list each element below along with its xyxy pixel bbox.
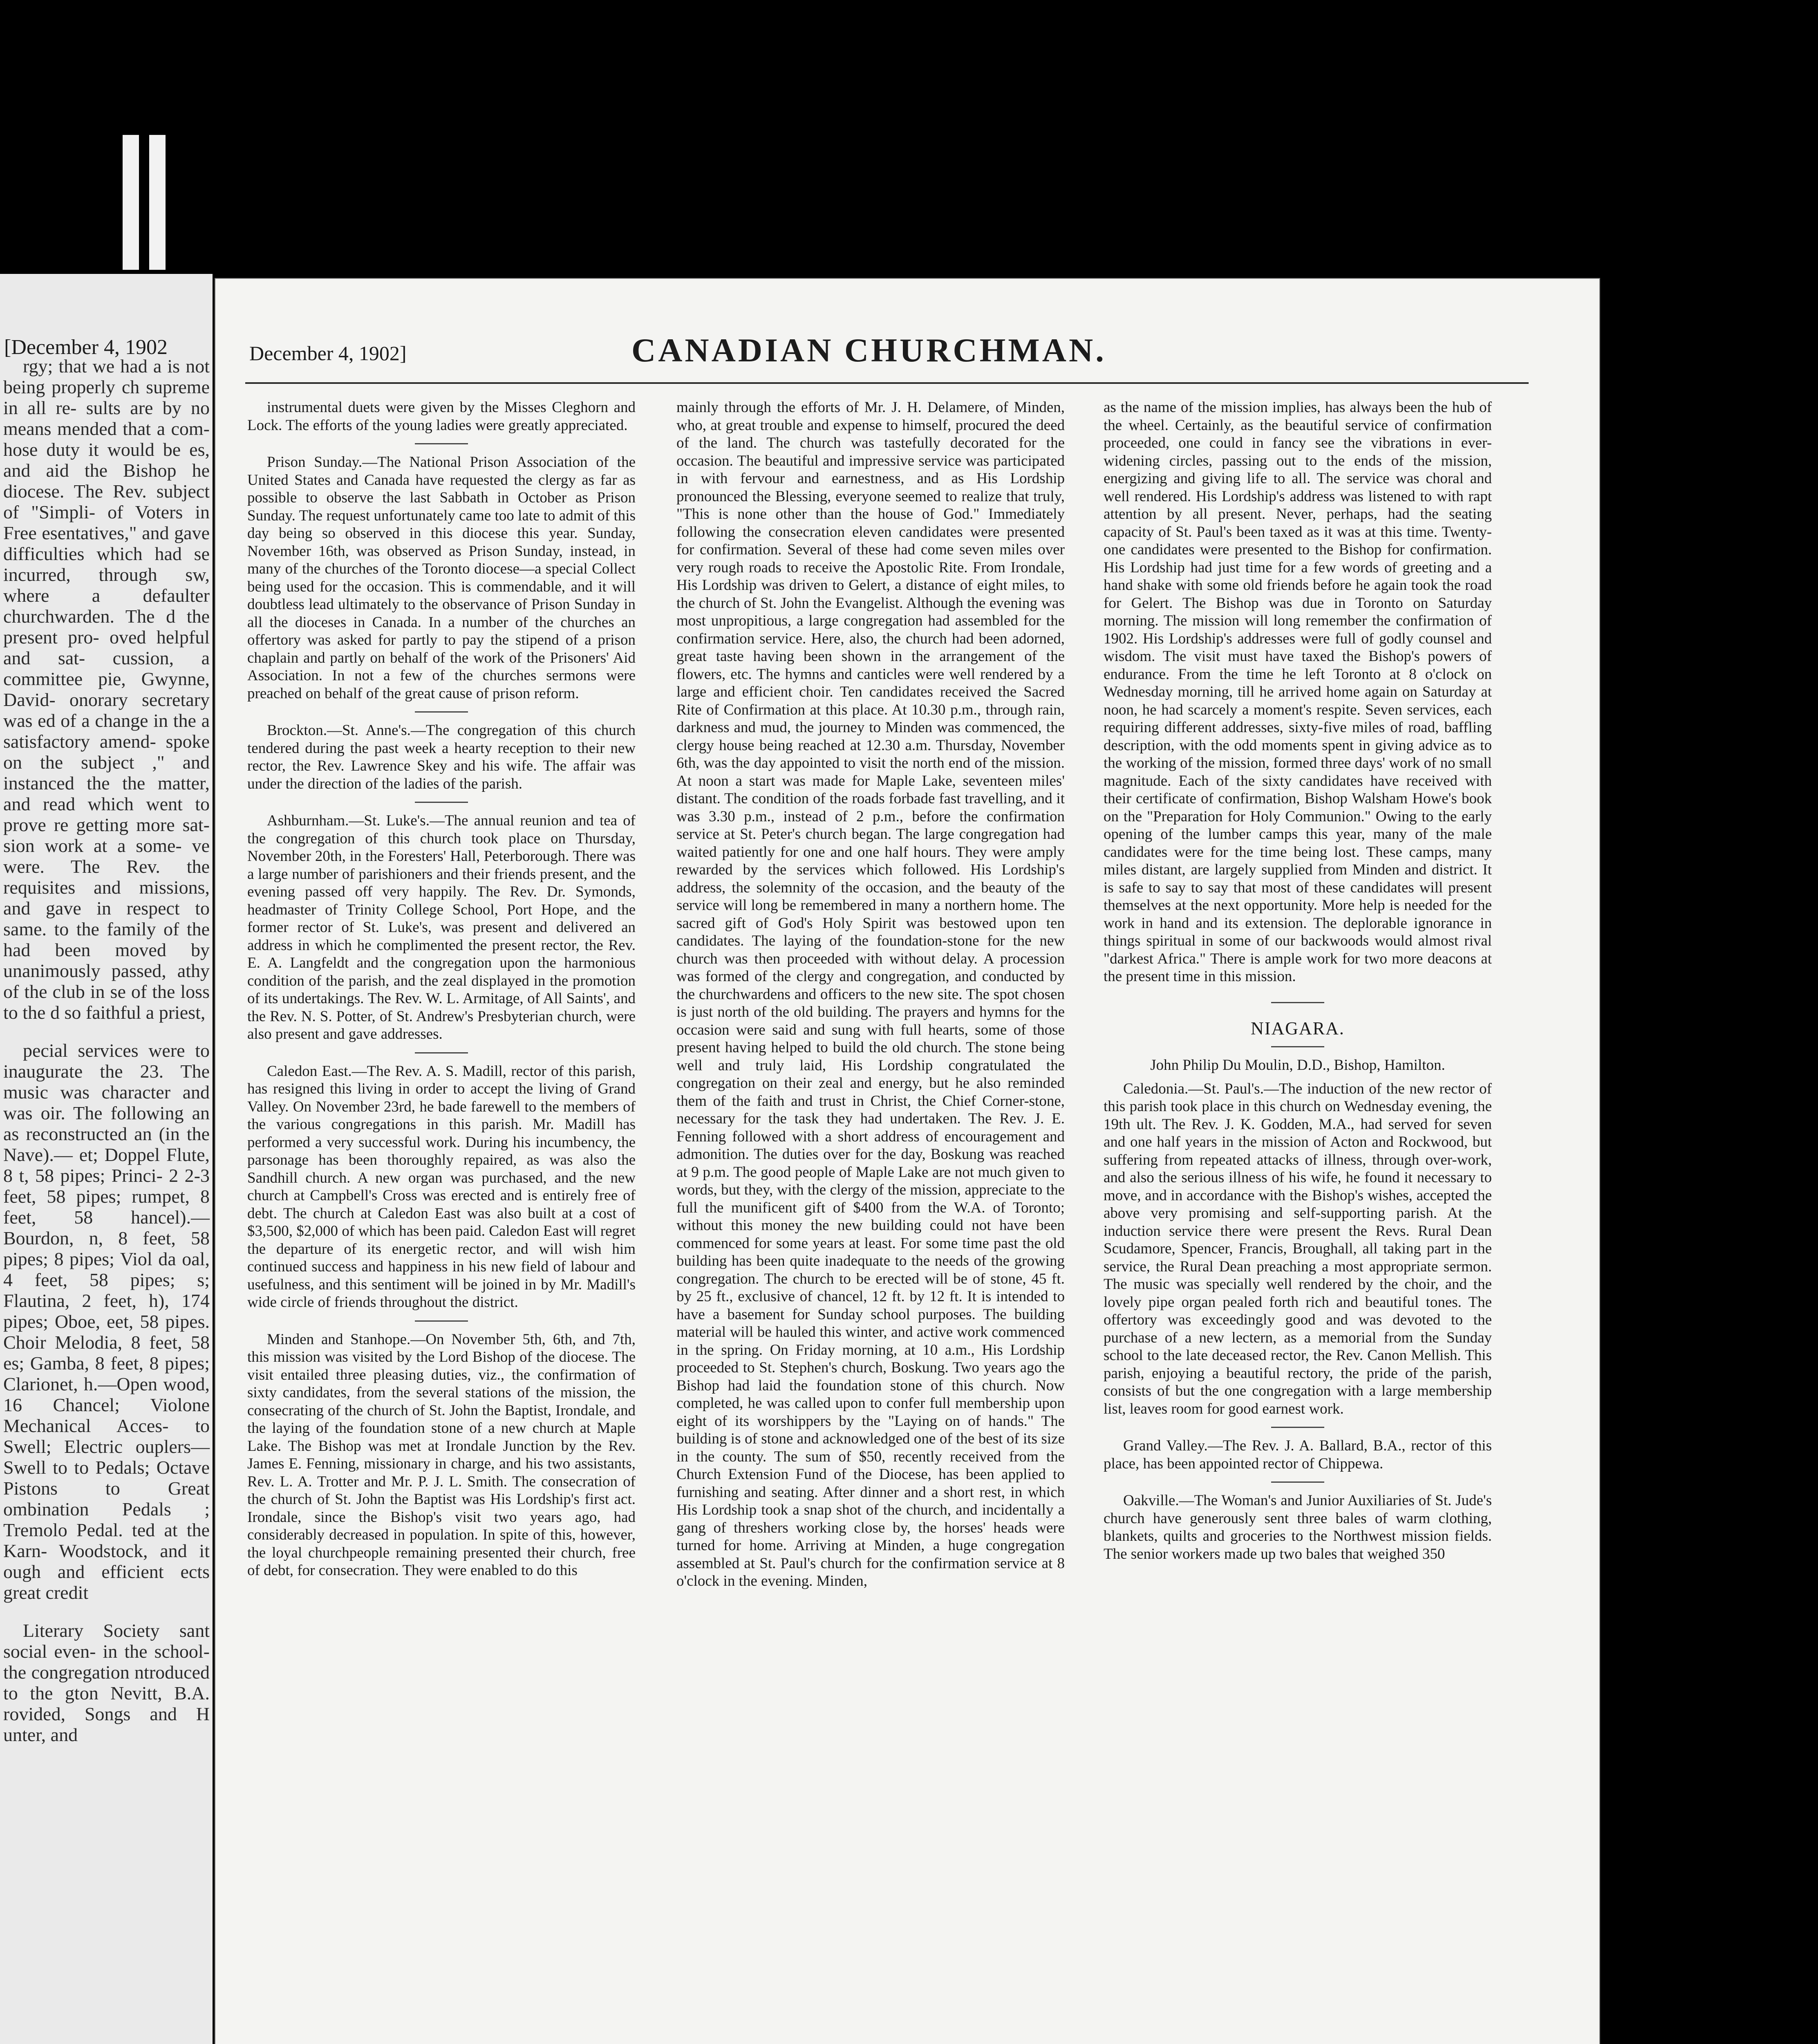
separator [1271,1002,1324,1003]
section-heading: NIAGARA. [1251,1018,1345,1038]
margin-bar [149,135,166,270]
article-caledonia: Caledonia.—St. Paul's.—The induction of the new rector of this parish took place in this church on Wednesday evening, the 19th ult. The Rev. J. K. Godden, M.A., had served for seven and one half years in the mission of Acton and Rockwood, but suffering from repeated attacks of illness, through over-work, and also the serious illness of his wife, he found it necessary to move, and in accordance with the Bishop's wishes, accepted the above very promising and self-supporting parish. At the induction service there were present the Revs. Rural Dean Scudamore, Spencer, Francis, Broughall, all taking part in the service, the Rural Dean preaching a most appropriate sermon. The music was specially well rendered by the choir, and the lovely pipe organ pealed forth rich and beautiful tones. The offertory was exceedingly good and was devoted to the purchase of a new lectern, as a memorial from the Sunday school to the late deceased rector, the Rev. Canon Mellish. This parish, enjoying a beautiful rectory, the pride of the parish, consists of but the one congregation with a large membership list, leaves room for good earnest work. [1104,1080,1492,1417]
masthead-title: CANADIAN CHURCHMAN. [631,332,1106,369]
left-page-column [3,356,210,1762]
left-page-date: [December 4, 1902 [4,336,168,359]
header-rule [245,382,1529,384]
left-paragraph: rgy; that we had a is not being properly ch supreme in all re- sults are by no means mended that a com- hose duty it would be es, and aid the Bishop he diocese. The Rev. subject of "Simpli- of Voters in Free esentatives," and gave difficulties which had se incurred, through sw, where a defaulter churchwarden. The d the present pro- oved helpful and sat- cussion, a committee pie, Gwynne, David- onorary secretary was ed of a change in the a satisfactory amend- spoke on the subject ," and instanced the the matter, and read which went to prove re getting more sat- sion work at a some- ve were. The Rev. the requisites and missions, and gave in respect to same. to the family of the had been moved by unanimously passed, athy of the club in se of the loss to the d so faithful a priest, [3,356,210,1023]
article-minden: Minden and Stanhope.—On November 5th, 6th, and 7th, this mission was visited by the Lord Bishop of the diocese. The visit entailed three pleasing duties, viz., the confirmation of sixty candidates, from the several stations of the mission, the consecrating of the church of St. John the Baptist, Irondale, and the laying of the foundation stone of a new church at Maple Lake. The Bishop was met at Irondale Junction by the Rev. James E. Fenning, missionary in charge, and his two assistants, Rev. L. A. Trotter and Mr. P. J. L. Smith. The consecration of the church of St. John the Baptist was His Lordship's first act. Irondale, since the Bishop's visit two years ago, had considerably decreased in population. In spite of this, however, the loyal churchpeople remaining presented their church, free of debt, for consecration. They were enabled to do this [247,1331,636,1579]
separator [1271,1481,1324,1483]
bishop-line: John Philip Du Moulin, D.D., Bishop, Hamilton. [1150,1057,1445,1074]
left-paragraph: Literary Society sant social even- in the school- the congregation ntroduced to the gton Nevitt, B.A. rovided, Songs and H unter, and [3,1620,210,1745]
article-prison-sunday: Prison Sunday.—The National Prison Association of the United States and Canada have requested the clergy as far as possible to observe the last Sabbath in October as Prison Sunday. The request unfortunately came too late to admit of this day being so observed in this diocese this year. Sunday, November 16th, was observed as Prison Sunday, instead, in many of the churches of the Toronto diocese—a special Collect being used for the occasion. This is commendable, and it will doubtless lead ultimately to the observance of Prison Sunday in all the dioceses in Canada. In a number of the churches an offertory was asked for partly to pay the stipend of a prison chaplain and partly on behalf of the work of the Prisoners' Aid Association. In not a few of the churches sermons were preached on behalf of the great cause of prison reform. [247,454,636,702]
separator [1271,1427,1324,1428]
article-brockton: Brockton.—St. Anne's.—The congregation of this church tendered during the past week a hearty reception to their new rector, the Rev. Lawrence Skey and his wife. The affair was under the direction of the ladies of the parish. [247,722,636,792]
article-minden-end: as the name of the mission implies, has always been the hub of the wheel. Certainly, as the beautiful service of confirmation proceeded, one could in fancy see the vibrations in ever-widening circles, passing out to the ends of the mission, energizing and giving life to all. The service was choral and well rendered. His Lordship's address was listened to with rapt attention by all present. Never, perhaps, had the seating capacity of St. Paul's been taxed as it was at this time. Twenty-one candidates were presented to the Bishop for confirmation. His Lordship had just time for a few words of greeting and a hand shake with some old friends before he again took the road for Gelert. The Bishop was due in Toronto on Saturday morning. The mission will long remember the confirmation of 1902. His Lordship's addresses were full of godly counsel and wisdom. The visit must have taxed the Bishop's powers of endurance. From the time he left Toronto at 8 o'clock on Wednesday morning, till he arrived home again on Saturday at noon, he had scarcely a moment's respite. Seven services, each requiring different addresses, sixty-five miles of road, baffling description, with the odd moments spent in giving advice as to the working of the mission, formed three days' work of no small magnitude. Each of the sixty candidates have received with their certificate of confirmation, Bishop Walsham Howe's book on the "Preparation for Holy Communion." Owing to the early opening of the lumber camps this year, many of the male candidates were for the time being lost. These camps, many miles distant, are largely supplied from Minden and district. It is safe to say to say that most of these candidates will present themselves at the next opportunity. More help is needed for the work in hand and its extension. The deplorable ignorance in things spiritual in some of our backwoods would almost rival "darkest Africa." There is ample work for two more deacons at the present time in this mission. [1104,399,1492,985]
page-date: December 4, 1902] [249,342,407,365]
article-ashburnham: Ashburnham.—St. Luke's.—The annual reunion and tea of the congregation of this church took place on Thursday, November 20th, in the Foresters' Hall, Peterborough. There was a large number of parishioners and their friends present, and the evening passed off very happily. The Rev. Dr. Symonds, headmaster of Trinity College School, Port Hope, and the former rector of St. Luke's, was present and delivered an address in which he complimented the present rector, the Rev. E. A. Langfeldt and the congregation upon the harmonious condition of the parish, and the zeal displayed in the promotion of its undertakings. The Rev. W. L. Armitage, of All Saints', and the Rev. N. S. Potter, of St. Andrew's Presbyterian church, were also present and gave addresses. [247,812,636,1042]
separator [415,1052,468,1053]
article-caledon-east: Caledon East.—The Rev. A. S. Madill, rector of this parish, has resigned this living in order to accept the living of Grand Valley. On November 23rd, he bade farewell to the members of the various congregations in this parish. Mr. Madill has performed a very successful work. During his incumbency, the parsonage has been thoroughly repaired, as was also the Sandhill church. A new organ was purchased, and the new church at Campbell's Cross was erected and is entirely free of debt. The church at Caledon East was also built at a cost of $3,500, $2,000 of which has been paid. Caledon East will regret the departure of its energetic rector, and will wish him continued success and happiness in his new field of labour and usefulness, and this sentiment will be joined in by Mr. Madill's wide circle of friends throughout the district. [247,1062,636,1311]
separator [1271,1046,1324,1047]
column-1 [247,399,636,1585]
article-grand-valley: Grand Valley.—The Rev. J. A. Ballard, B.A., rector of this place, has been appointed rector of Chippewa. [1104,1437,1492,1472]
margin-bar [123,135,139,270]
left-page-fragment [0,274,213,2044]
column-2 [676,399,1065,1596]
separator [415,443,468,444]
separator [415,1320,468,1322]
article-minden-continued: mainly through the efforts of Mr. J. H. Delamere, of Minden, who, at great trouble and expense to himself, procured the deed of the land. The church was tastefully decorated for the occasion. The beautiful and impressive service was participated in with fervour and earnestness, and as His Lordship pronounced the Blessing, everyone seemed to realize that truly, "This is none other than the house of God." Immediately following the consecration eleven candidates were presented for confirmation. Several of these had come seven miles over very rough roads to receive the Apostolic Rite. From Irondale, His Lordship was driven to Gelert, a distance of eight miles, to the church of St. John the Evangelist. Although the evening was most unpropitious, a large congregation had assembled for the confirmation service. Here, also, the church had been adorned, great taste having been shown in the arrangement of the flowers, etc. The hymns and canticles were well rendered by a large and efficient choir. Ten candidates received the Sacred Rite of Confirmation at this place. At 10.30 p.m., through rain, darkness and mud, the journey to Minden was commenced, the clergy house being reached at 12.30 a.m. Thursday, November 6th, was the day appointed to visit the north end of the mission. At noon a start was made for Maple Lake, seventeen miles' distant. The condition of the roads forbade fast travelling, and it was 3.30 p.m., instead of 2 p.m., before the confirmation service at St. Peter's church began. The large congregation had waited patiently for one and one half hours. They were amply rewarded by the services which followed. His Lordship's address, the solemnity of the occasion, and the beauty of the service will long be remembered in many a northern home. The sacred gift of God's Holy Spirit was bestowed upon ten candidates. The laying of the foundation-stone for the new church was then proceeded with without delay. A procession was formed of the clergy and congregation, and conducted by the churchwardens and officers to the new site. The spot chosen is just north of the old building. The prayers and hymns for the occasion were said and sung with full hearts, some of those present having helped to build the old church. The stone being well and truly laid, His Lordship congratulated the congregation on their zeal and energy, but he also reminded them of the faith and trust in Christ, the Chief Corner-stone, necessary for the task they had undertaken. The Rev. J. E. Fenning followed with a short address of encouragement and admonition. The duties over for the day, Boskung was reached at 9 p.m. The good people of Maple Lake are not much given to words, but they, with the clergy of the mission, appreciate to the full the munificent gift of $400 from the W.A. of Toronto; without this money the new building could not have been commenced for some years at least. For some time past the old building has been quite inadequate to the needs of the growing congregation. The church to be erected will be of stone, 45 ft. by 25 ft., exclusive of chancel, 12 ft. by 12 ft. It is intended to have a basement for Sunday school purposes. The building material will be hauled this winter, and active work commenced in the spring. On Friday morning, at 10 a.m., His Lordship proceeded to St. Stephen's church, Boskung. Two years ago the Bishop had laid the foundation stone of this church. Now completed, he was called upon to confer full membership upon eight of its worshippers by the "Laying on of hands." The building is of stone and acknowledged one of the best of its size in the county. The sum of $50, recently received from the Church Extension Fund of the Diocese, has been applied to furnishing and seating. After dinner and a short rest, in which His Lordship took a snap shot of the church, and incidentally a gang of threshers working close by, the horses' heads were turned for home. Arriving at Minden, a huge congregation assembled at St. Paul's church for the confirmation service at 8 o'clock in the evening. Minden, [676,399,1065,1589]
column-3 [1104,399,1492,1569]
separator [415,711,468,713]
left-paragraph: pecial services were to inaugurate the 23. The music was character and was oir. The following an as reconstructed an (in the Nave).— et; Doppel Flute, 8 t, 58 pipes; Princi- 2 2-3 feet, 58 pipes; rumpet, 8 feet, 58 hancel).—Bourdon, n, 8 feet, 58 pipes; 8 pipes; Viol da oal, 4 feet, 58 pipes; s; Flautina, 2 feet, h), 174 pipes; Oboe, eet, 58 pipes. Choir Melodia, 8 feet, 58 es; Gamba, 8 feet, 8 pipes; Clarionet, h.—Open wood, 16 Chancel; Violone Mechanical Acces- to Swell; Electric ouplers—Swell to to Pedals; Octave Pistons to Great ombination Pedals ; Tremolo Pedal. ted at the Karn- Woodstock, and it ough and efficient ects great credit [3,1040,210,1603]
article-paragraph: instrumental duets were given by the Misses Cleghorn and Lock. The efforts of the young ladies were greatly appreciated. [247,399,636,434]
article-oakville: Oakville.—The Woman's and Junior Auxiliaries of St. Jude's church have generously sent three bales of warm clothing, blankets, quilts and groceries to the Northwest mission fields. The senior workers made up two bales that weighed 350 [1104,1492,1492,1562]
separator [415,802,468,803]
